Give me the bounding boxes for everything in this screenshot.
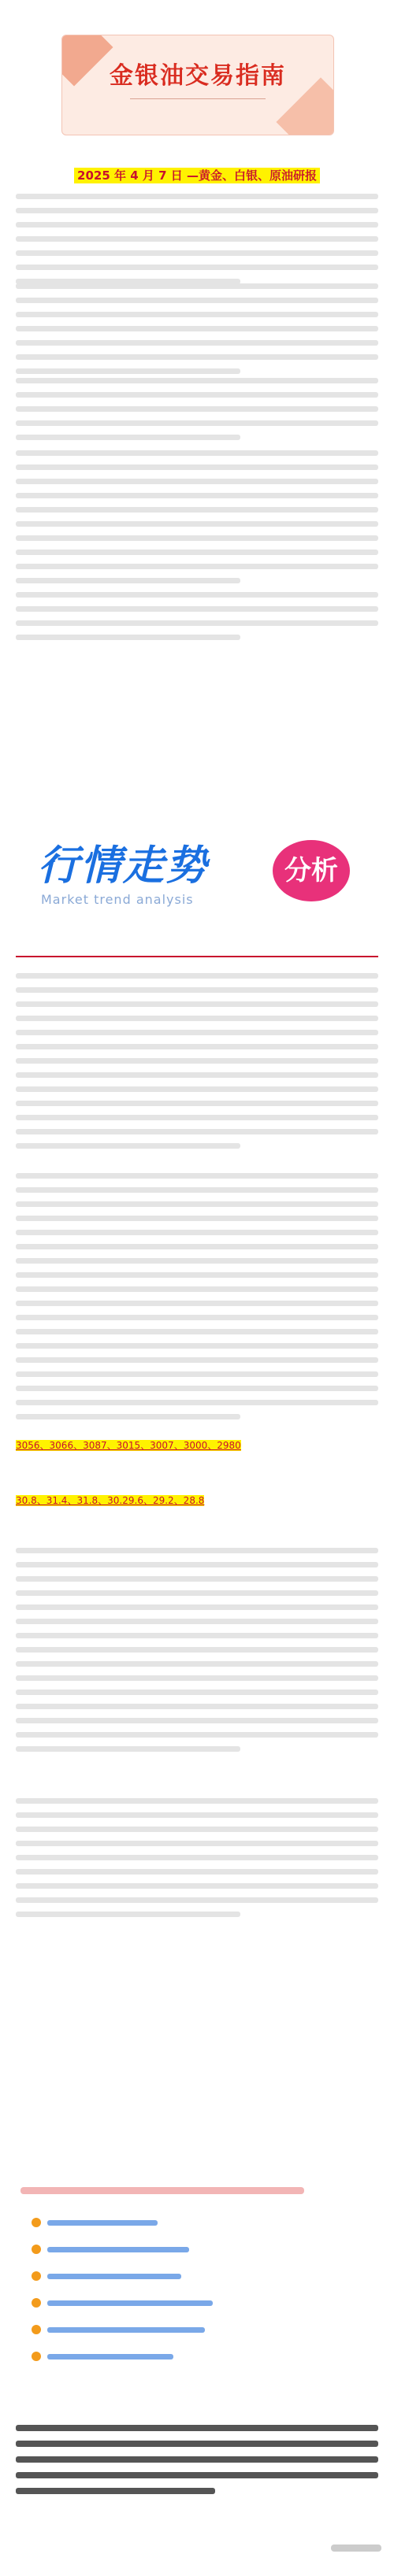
watermark [331, 2545, 381, 2552]
body-paragraph [16, 378, 378, 449]
market-trend-banner [35, 823, 359, 923]
clock-icon [32, 2325, 41, 2334]
disclaimer [16, 2425, 378, 2504]
clock-icon [32, 2245, 41, 2254]
banner-divider [130, 98, 266, 99]
silver-levels [16, 1493, 347, 1508]
clock-icon [32, 2298, 41, 2308]
page-title-text: 2025 年 4 月 7 日 —黄金、白银、原油研报 [74, 168, 320, 183]
market-trend-subtitle: Market trend analysis [41, 892, 194, 907]
oil-analysis-paragraph [16, 1548, 378, 1760]
gold-technical-paragraph [16, 1173, 378, 1428]
intro-paragraph [16, 194, 378, 293]
list-item [32, 2241, 362, 2258]
gold-levels-values: 3056、3066、3087、3015、3007、3000、2980 [16, 1440, 241, 1451]
list-item [32, 2267, 362, 2285]
body-paragraph [16, 592, 378, 649]
clock-icon [32, 2218, 41, 2227]
oil-technical-paragraph [16, 1798, 378, 1926]
gold-levels [16, 1438, 347, 1453]
analysis-badge: 分析 [273, 840, 350, 901]
silver-levels-values: 30.8、31.4、31.8、30.29.6、29.2、28.8 [16, 1495, 205, 1506]
clock-icon [32, 2352, 41, 2361]
events-list [32, 2214, 362, 2374]
section-heading-technical [16, 934, 378, 957]
list-item [32, 2294, 362, 2311]
list-item [32, 2321, 362, 2338]
list-item [32, 2348, 362, 2365]
header-banner [61, 35, 334, 135]
gold-analysis-paragraph [16, 973, 378, 1157]
list-item [32, 2214, 362, 2231]
market-trend-headline: 行情走势 [38, 842, 209, 890]
events-heading [20, 2187, 304, 2194]
clock-icon [32, 2271, 41, 2281]
body-paragraph [16, 450, 378, 592]
banner-title: 金银油交易指南 [110, 62, 286, 90]
page-title [16, 167, 378, 183]
body-paragraph [16, 283, 378, 383]
